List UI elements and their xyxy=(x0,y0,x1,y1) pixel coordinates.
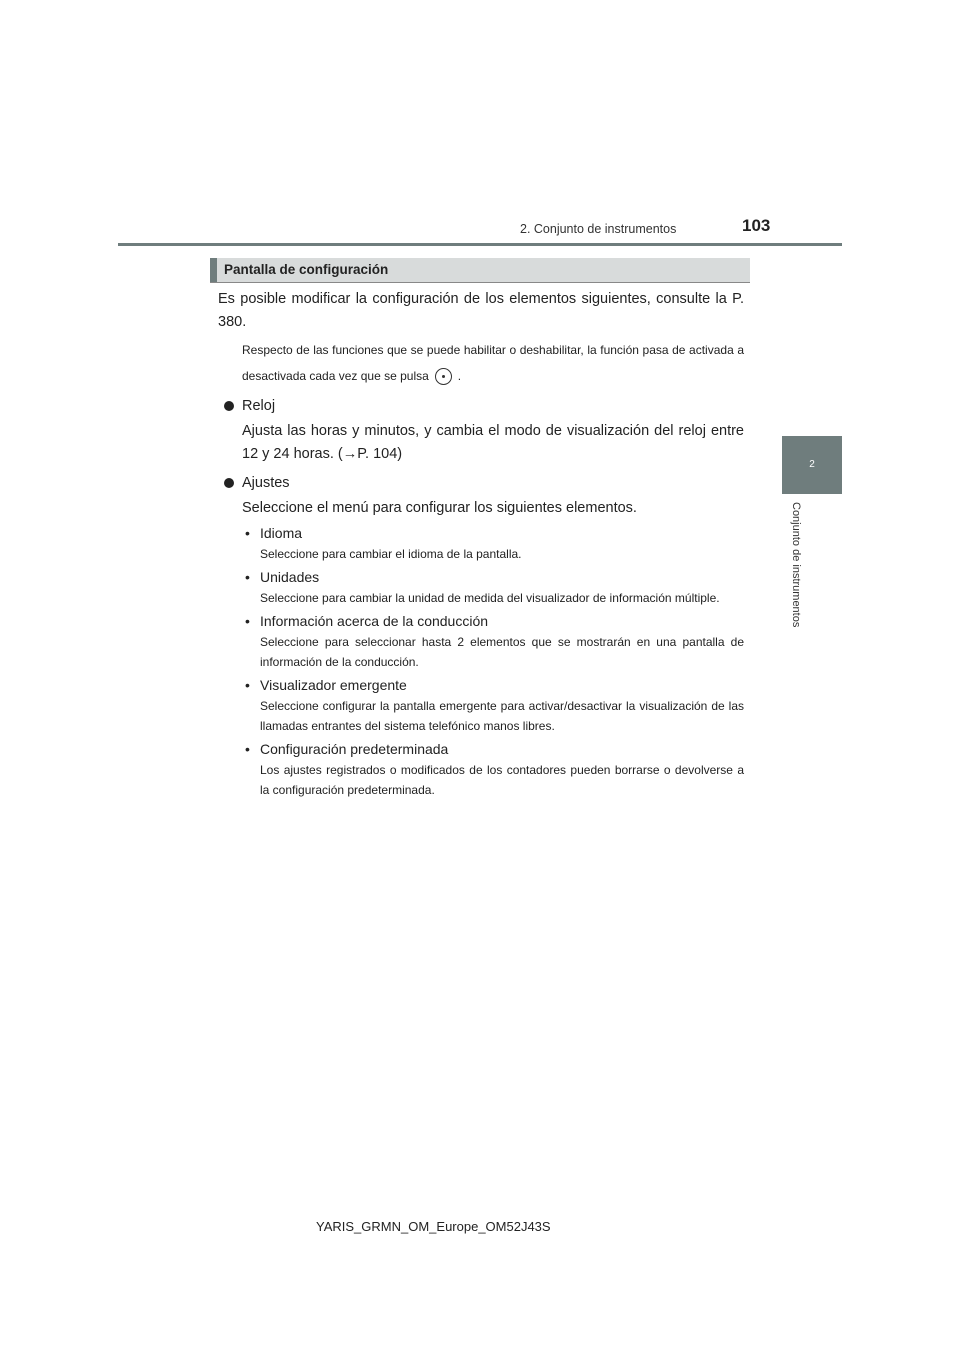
section-heading-accent xyxy=(210,258,217,282)
sub-item-title-text: Unidades xyxy=(260,569,320,585)
sub-bullet: • xyxy=(245,741,250,757)
chapter-side-label xyxy=(790,502,804,652)
sub-item-configuracion-predeterminada xyxy=(218,738,744,800)
sub-item-desc: Seleccione para cambiar la unidad de medida del visualizador de información múltiple. xyxy=(260,591,720,605)
sub-item-title-text: Configuración predeterminada xyxy=(260,741,449,757)
sub-bullet: • xyxy=(245,525,250,541)
sub-item-title xyxy=(242,610,744,632)
note-paragraph xyxy=(218,337,744,389)
item-title-text: Reloj xyxy=(242,398,276,414)
sub-item-desc: Seleccione para seleccionar hasta 2 elementos que se mostrarán en una pantalla de información de la conducción. xyxy=(260,635,744,669)
footer-document-code: YARIS_GRMN_OM_Europe_OM52J43S xyxy=(316,1219,551,1234)
ok-button-icon xyxy=(435,368,452,385)
chapter-tab-number: 2 xyxy=(809,459,815,470)
sub-item-title xyxy=(242,674,744,696)
sub-item-title-text: Idioma xyxy=(260,525,303,541)
sub-item-unidades xyxy=(218,566,744,608)
item-ajustes-title xyxy=(218,472,744,494)
note-text-end: . xyxy=(457,369,462,383)
sub-item-title-text: Visualizador emergente xyxy=(260,677,407,693)
item-ajustes-body: Seleccione el menú para configurar los siguientes elementos. xyxy=(242,500,637,516)
sub-bullet: • xyxy=(245,569,250,585)
header-section-title: 2. Conjunto de instrumentos xyxy=(520,222,677,236)
item-title-text: Ajustes xyxy=(242,475,290,491)
sub-item-informacion-conduccion xyxy=(218,610,744,672)
bullet-icon xyxy=(224,401,234,411)
intro-paragraph: Es posible modificar la configuración de los elementos siguientes, consulte la P. 380. xyxy=(218,291,744,330)
sub-item-title-text: Información acerca de la conducción xyxy=(260,613,489,629)
sub-item-title xyxy=(242,522,744,544)
sub-item-desc: Seleccione para cambiar el idioma de la pantalla. xyxy=(260,547,522,561)
bullet-icon xyxy=(224,478,234,488)
sub-item-idioma xyxy=(218,522,744,564)
section-heading-text: Pantalla de configuración xyxy=(224,262,389,277)
chapter-tab xyxy=(782,436,842,494)
sub-item-title xyxy=(242,738,744,760)
sub-item-title xyxy=(242,566,744,588)
section-heading xyxy=(210,258,750,283)
sub-item-desc: Seleccione configurar la pantalla emergente para activar/desactivar la visualización de las llamadas entrantes del sistema telefónico manos libres. xyxy=(260,699,744,733)
sub-bullet: • xyxy=(245,613,250,629)
sub-item-visualizador-emergente xyxy=(218,674,744,736)
header-divider xyxy=(118,243,842,246)
chapter-side-label-text: Conjunto de instrumentos xyxy=(790,502,802,628)
sub-bullet: • xyxy=(245,677,250,693)
sub-item-desc: Los ajustes registrados o modificados de los contadores pueden borrarse o devolverse a la configuración predeterminada. xyxy=(260,763,744,797)
item-reloj-body: Ajusta las horas y minutos, y cambia el modo de visualización del reloj entre 12 y 24 horas. (→P. 104) xyxy=(242,423,744,462)
note-text: Respecto de las funciones que se puede habilitar o deshabilitar, la función pasa de activada a desactivada cada vez que se pulsa xyxy=(242,343,744,383)
page-number: 103 xyxy=(742,216,771,235)
item-reloj-title xyxy=(218,395,744,417)
main-content xyxy=(218,288,744,802)
